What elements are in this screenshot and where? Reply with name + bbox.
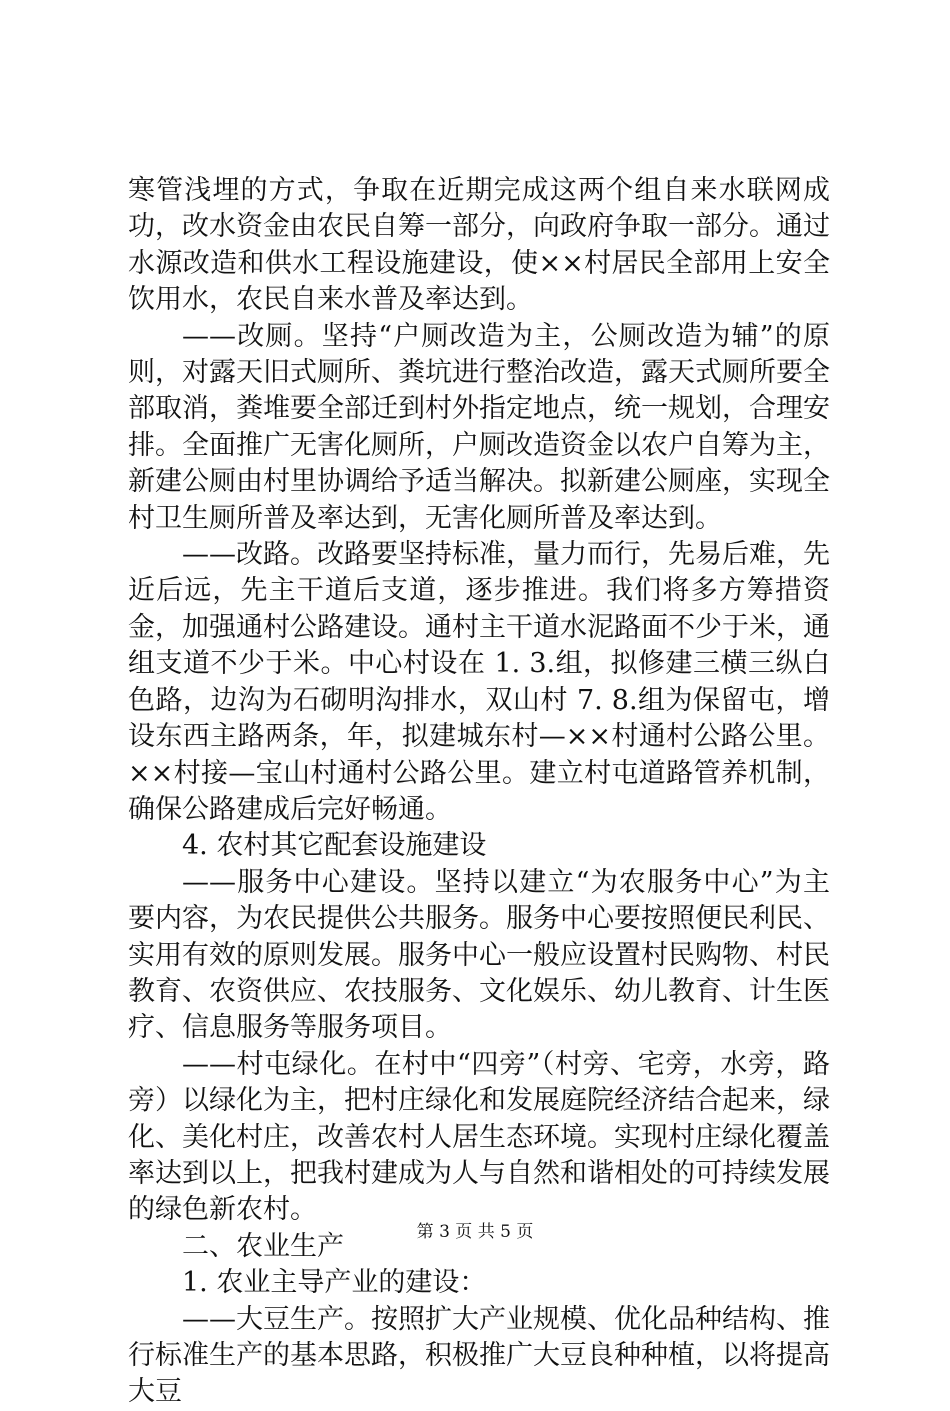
paragraph-road-reform: ——改路。改路要坚持标准，量力而行，先易后难，先近后远，先主干道后支道，逐步推进。我们将多方筹措资金，加强通村公路建设。通村主干道水泥路面不少于米，通组支道不少于米。中心村设在 1. 3.组，拟修建三横三纵白色路，边沟为石砌明沟排水，双山村 7. 8.组为保留屯，增设东西主路两条，年，拟建城东村—××村通村公路公里。××村接—宝山村通村公路公里。建立村屯道路管养机制，确保公路建成后完好畅通。 [128, 539, 830, 825]
subsection-heading-leading-industry: 1. 农业主导产业的建设： [182, 1267, 487, 1299]
section-heading-agriculture: 二、农业生产 [182, 1230, 344, 1262]
paragraph-water-continued: 寒管浅埋的方式，争取在近期完成这两个组自来水联网成功，改水资金由农民自筹一部分，向政府争取一部分。通过水源改造和供水工程设施建设，使××村居民全部用上安全饮用水，农民自来水普及率达到。 [128, 175, 830, 316]
paragraph-service-center: ——服务中心建设。坚持以建立“为农服务中心”为主要内容，为农民提供公共服务。服务中心要按照便民利民、实用有效的原则发展。服务中心一般应设置村民购物、村民教育、农资供应、农技服务、文化娱乐、幼儿教育、计生医疗、信息服务等服务项目。 [128, 866, 830, 1044]
paragraph-soybean-production: ——大豆生产。按照扩大产业规模、优化品种结构、推行标准生产的基本思路，积极推广大豆良种种植，以将提高大豆 [128, 1303, 830, 1408]
paragraph-toilet-reform: ——改厕。坚持“户厕改造为主，公厕改造为辅”的原则，对露天旧式厕所、粪坑进行整治改造，露天式厕所要全部取消，粪堆要全部迁到村外指定地点，统一规划，合理安排。全面推广无害化厕所，户厕改造资金以农户自筹为主，新建公厕由村里协调给予适当解决。拟新建公厕座，实现全村卫生厕所普及率达到，无害化厕所普及率达到。 [128, 320, 830, 534]
paragraph-village-greening: ——村屯绿化。在村中“四旁”（村旁、宅旁，水旁，路旁）以绿化为主，把村庄绿化和发展庭院经济结合起来，绿化、美化村庄，改善农村人居生态环境。实现村庄绿化覆盖率达到以上，把我村建成为人与自然和谐相处的可持续发展的绿色新农村。 [128, 1048, 830, 1226]
page-number-footer: 第 3 页 共 5 页 [416, 1222, 534, 1242]
section-heading-other-facilities: 4. 农村其它配套设施建设 [182, 830, 487, 862]
